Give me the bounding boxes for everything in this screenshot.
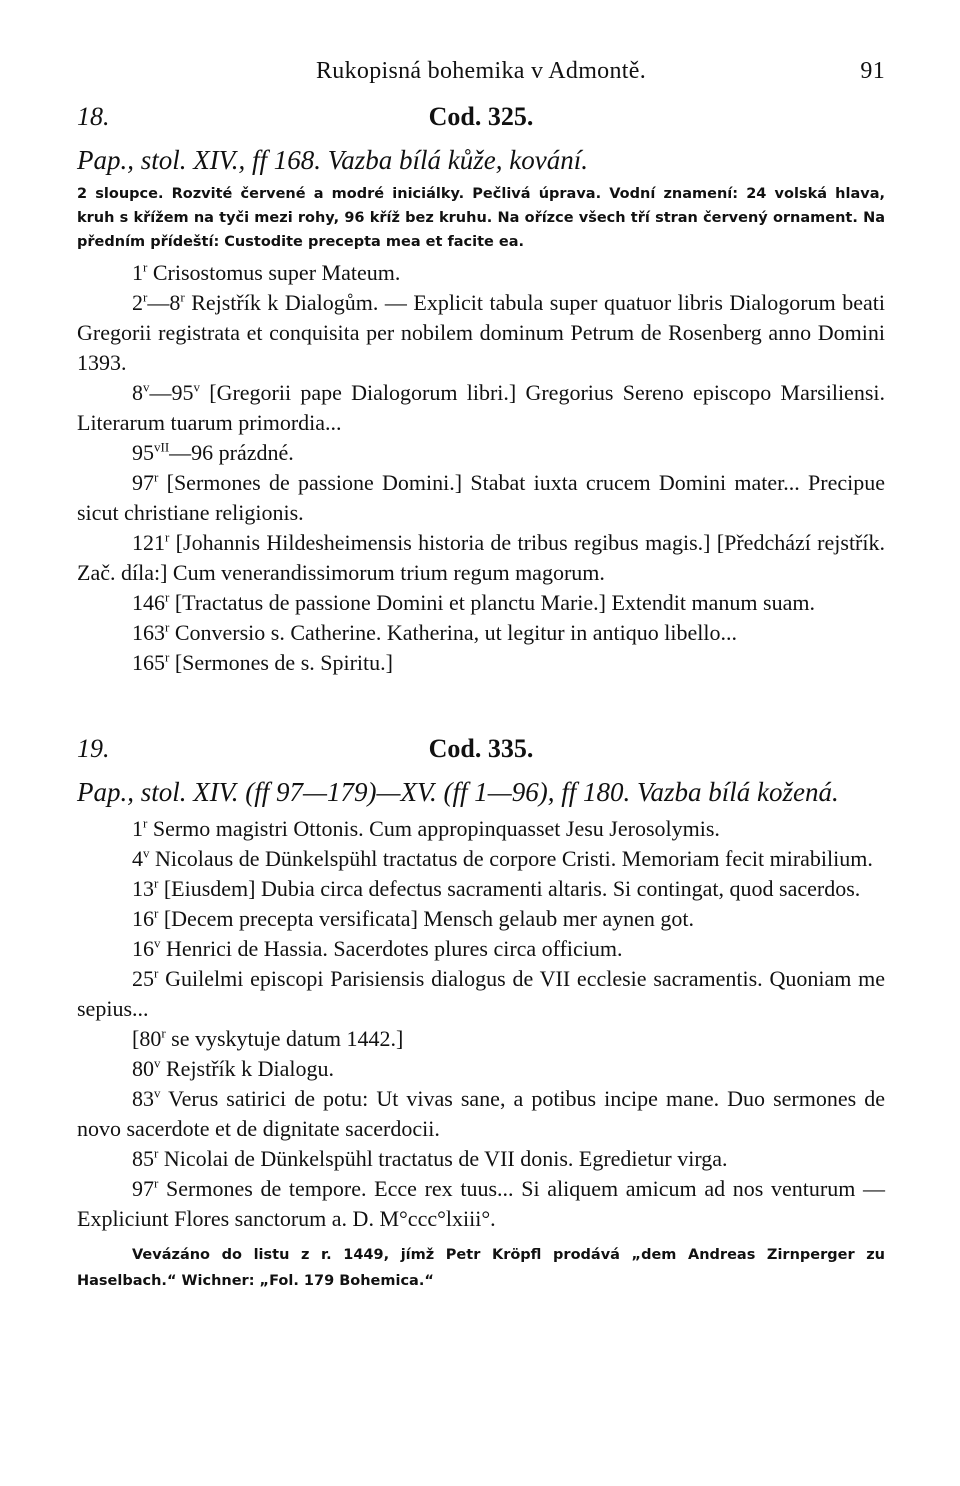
binding-note: Vevázáno do listu z r. 1449, jímž Petr Kröpfl prodává „dem Andreas Zirnperger zu Haselbach.“ Wichner: „Fol. 179 Bohemica.“ [77, 1247, 885, 1289]
list-item: 16$^r$ [Decem precepta versificata] Mensch gelaub mer aynen got. [132, 905, 695, 931]
codex-title: Cod. 335. [428, 734, 534, 763]
page-number: 91 [860, 58, 885, 84]
list-item: 85$^r$ Nicolai de Dünkelspühl tractatus de VII donis. Egredietur virga. [132, 1145, 728, 1171]
contents-list [77, 814, 885, 1234]
list-item: 165$^r$ [Sermones de s. Spiritu.] [132, 649, 393, 675]
entry-19 [77, 724, 885, 1294]
entry-number: 18. [77, 102, 110, 131]
list-item: 8$^v$—95$^v$ [Gregorii pape Dialogorum libri.] Gregorius Sereno episcopo Marsiliensi. Literarum tuarum primordia... [77, 379, 885, 435]
document-page [77, 56, 885, 1294]
list-item: 1$^r$ Crisostomus super Mateum. [132, 259, 401, 285]
contents-list [77, 258, 885, 678]
running-head [77, 56, 885, 92]
list-item: 83$^v$ Verus satirici de potu: Ut vivas sane, a potibus incipe mane. Duo sermones de novo sacerdote et de dignitate sacerdocii. [77, 1085, 885, 1141]
entry-18 [77, 92, 885, 678]
list-item: 2$^r$—8$^r$ Rejstřík k Dialogům. — Explicit tabula super quatuor libris Dialogorum beati Gregorii registrata et conquisita per nobilem dominum Petrum de Rosenberg anno Domini 1393. [77, 289, 885, 375]
running-head-title: Rukopisná bohemika v Admontě. [315, 58, 646, 84]
codex-title: Cod. 325. [428, 102, 534, 131]
list-item: 121$^r$ [Johannis Hildesheimensis historia de tribus regibus magis.] [Předchází rejstřík. Zač. díla:] Cum venerandissimorum trium regum magorum. [77, 529, 885, 585]
list-item: 16$^v$ Henrici de Hassia. Sacerdotes plures circa officium. [132, 935, 623, 961]
codicological-note: 2 sloupce. Rozvité červené a modré iniciálky. Pečlivá úprava. Vodní znamení: 24 volská hlava, kruh s křížem na tyči mezi rohy, 96 kříž bez kruhu. Na ořízce všech tří stran červený ornament. Na předním přídeští: Custodite precepta mea et facite ea. [77, 186, 885, 250]
list-item: $95^{vII}—96$ prázdné. [132, 439, 294, 465]
list-item: 146$^r$ [Tractatus de passione Domini et planctu Marie.] Extendit manum suam. [132, 589, 815, 615]
list-item: 97$^r$ [Sermones de passione Domini.] Stabat iuxta crucem Domini mater... Precipue sicut christiane religionis. [77, 469, 885, 525]
physical-description: Pap., stol. XIV., ff 168. Vazba bílá kůže, kování. [77, 145, 588, 175]
list-item: [80$^r$ se vyskytuje datum 1442.] [132, 1025, 404, 1051]
entry-heading [77, 92, 885, 136]
entry-heading [77, 724, 885, 768]
list-item: 97$^r$ Sermones de tempore. Ecce rex tuus... Si aliquem amicum ad nos venturum — Expliciunt Flores sanctorum a. D. M°ccc°lxiii°. [77, 1175, 885, 1231]
section-spacer [77, 678, 885, 724]
list-item: 163$^r$ Conversio s. Catherine. Katherina, ut legitur in antiquo libello... [132, 619, 737, 645]
list-item: 80$^v$ Rejstřík k Dialogu. [132, 1055, 335, 1081]
list-item: 13$^r$ [Eiusdem] Dubia circa defectus sacramenti altaris. Si contingat, quod sacerdos. [132, 875, 861, 901]
list-item: 1$^r$ Sermo magistri Ottonis. Cum appropinquasset Jesu Jerosolymis. [132, 815, 720, 841]
entry-number: 19. [77, 734, 110, 763]
list-item: 25$^r$ Guilelmi episcopi Parisiensis dialogus de VII ecclesie sacramentis. Quoniam me sepius... [77, 965, 885, 1021]
list-item: 4$^v$ Nicolaus de Dünkelspühl tractatus de corpore Cristi. Memoriam fecit mirabilium. [132, 845, 873, 871]
physical-description: Pap., stol. XIV. (ff 97—179)—XV. (ff 1—96), ff 180. Vazba bílá kožená. [77, 777, 839, 807]
